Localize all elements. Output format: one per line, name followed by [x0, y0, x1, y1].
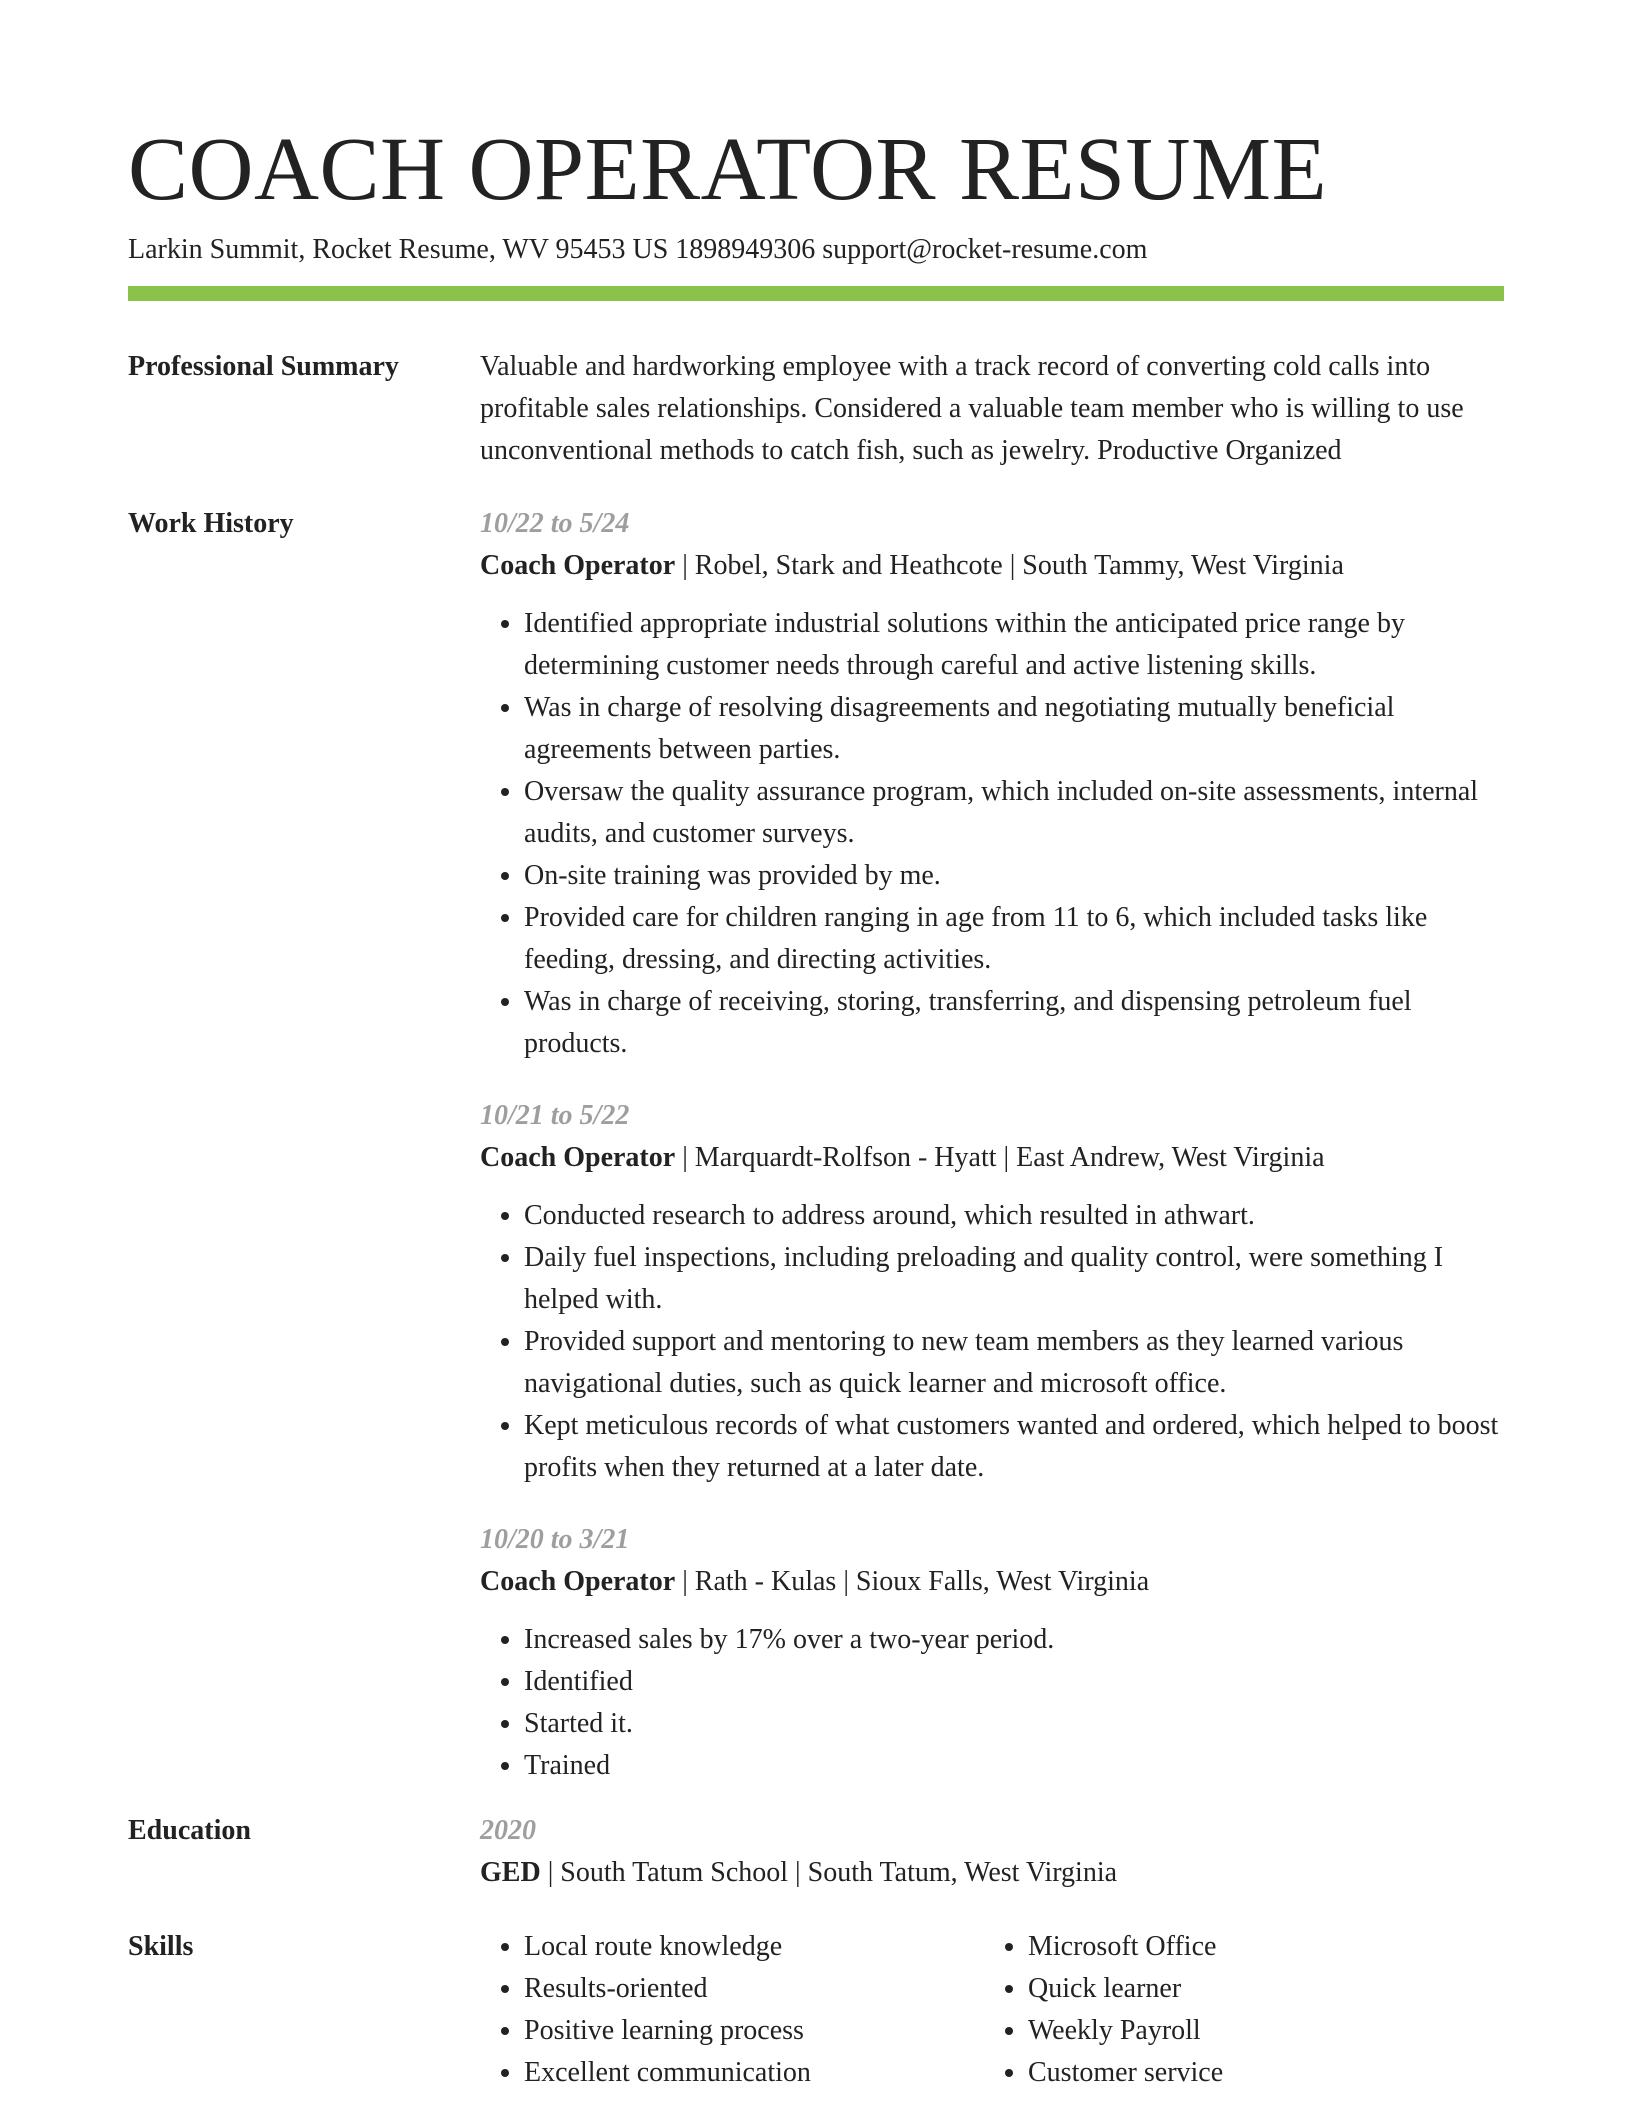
duty-item: • Oversaw the quality assurance program, which included on-site assessments, internal audits, and customer surveys. — [524, 771, 1504, 855]
job-entry — [480, 1095, 1504, 1489]
summary-label: Professional Summary — [128, 351, 399, 382]
accent-divider — [128, 286, 1504, 301]
job-position — [480, 1137, 1504, 1179]
resume-title: COACH OPERATOR RESUME — [128, 120, 1328, 219]
duties-list — [480, 1619, 1504, 1787]
education-entry — [480, 1852, 1504, 1894]
skills-label: Skills — [128, 1931, 194, 1962]
job-details: | Robel, Stark and Heathcote | South Tammy, West Virginia — [675, 550, 1344, 581]
job-dates: 10/21 to 5/22 — [480, 1100, 630, 1131]
duty-item: • Identified — [524, 1661, 1504, 1703]
work-history-label: Work History — [128, 508, 294, 539]
skill-item: • Weekly Payroll — [1028, 2010, 1488, 2052]
job-details: | Rath - Kulas | Sioux Falls, West Virginia — [675, 1566, 1150, 1597]
skill-item: • Results-oriented — [524, 1968, 984, 2010]
skill-item: • Customer service — [1028, 2052, 1488, 2094]
duties-list — [480, 603, 1504, 1065]
skills-list-left — [480, 1926, 984, 2094]
duty-item: • Was in charge of resolving disagreements and negotiating mutually beneficial agreements between parties. — [524, 687, 1504, 771]
job-title: Coach Operator — [480, 1142, 676, 1173]
duty-item: • Was in charge of receiving, storing, transferring, and dispensing petroleum fuel products. — [524, 981, 1504, 1065]
job-dates: 10/22 to 5/24 — [480, 508, 630, 539]
duty-item: • Provided care for children ranging in age from 11 to 6, which included tasks like feeding, dressing, and directing activities. — [524, 897, 1504, 981]
job-position — [480, 545, 1504, 587]
school-details: | South Tatum School | South Tatum, West Virginia — [540, 1857, 1118, 1888]
skill-item: • Excellent communication — [524, 2052, 984, 2094]
skill-item: • Local route knowledge — [524, 1926, 984, 1968]
education-label: Education — [128, 1815, 251, 1846]
duty-item: • Increased sales by 17% over a two-year period. — [524, 1619, 1504, 1661]
duty-item: • Daily fuel inspections, including preloading and quality control, were something I helped with. — [524, 1237, 1504, 1321]
education-year: 2020 — [480, 1815, 536, 1846]
duty-item: • Provided support and mentoring to new team members as they learned various navigational duties, such as quick learner and microsoft office. — [524, 1321, 1504, 1405]
skills-body — [480, 1926, 1504, 2094]
skill-item: • Quick learner — [1028, 1968, 1488, 2010]
job-entry — [480, 503, 1504, 1065]
skills-columns — [480, 1926, 1504, 2094]
job-dates: 10/20 to 3/21 — [480, 1524, 630, 1555]
job-position — [480, 1561, 1504, 1603]
skill-item: • Microsoft Office — [1028, 1926, 1488, 1968]
duty-item: • Trained — [524, 1745, 1504, 1787]
skills-list-right — [984, 1926, 1488, 2094]
duties-list — [480, 1195, 1504, 1489]
duty-item: • On-site training was provided by me. — [524, 855, 1504, 897]
degree: GED — [480, 1857, 541, 1888]
duty-item: • Kept meticulous records of what customers wanted and ordered, which helped to boost profits when they returned at a later date. — [524, 1405, 1504, 1489]
job-title: Coach Operator — [480, 550, 676, 581]
job-details: | Marquardt-Rolfson - Hyatt | East Andrew, West Virginia — [675, 1142, 1325, 1173]
contact-line: Larkin Summit, Rocket Resume, WV 95453 US 1898949306 support@rocket-resume.com — [128, 234, 1148, 265]
summary-text: Valuable and hardworking employee with a track record of converting cold calls into profitable sales relationships. Considered a valuable team member who is willing to use unconventional methods to catch fish, such as jewelry. Productive Organized — [480, 351, 1464, 466]
education-body — [480, 1810, 1504, 1894]
skill-item: • Positive learning process — [524, 2010, 984, 2052]
job-title: Coach Operator — [480, 1566, 676, 1597]
duty-item: • Started it. — [524, 1703, 1504, 1745]
duty-item: • Identified appropriate industrial solutions within the anticipated price range by determining customer needs through careful and active listening skills. — [524, 603, 1504, 687]
duty-item: • Conducted research to address around, which resulted in athwart. — [524, 1195, 1504, 1237]
job-entry — [480, 1519, 1504, 1787]
work-history-body — [480, 503, 1504, 1817]
summary-body — [480, 346, 1504, 472]
